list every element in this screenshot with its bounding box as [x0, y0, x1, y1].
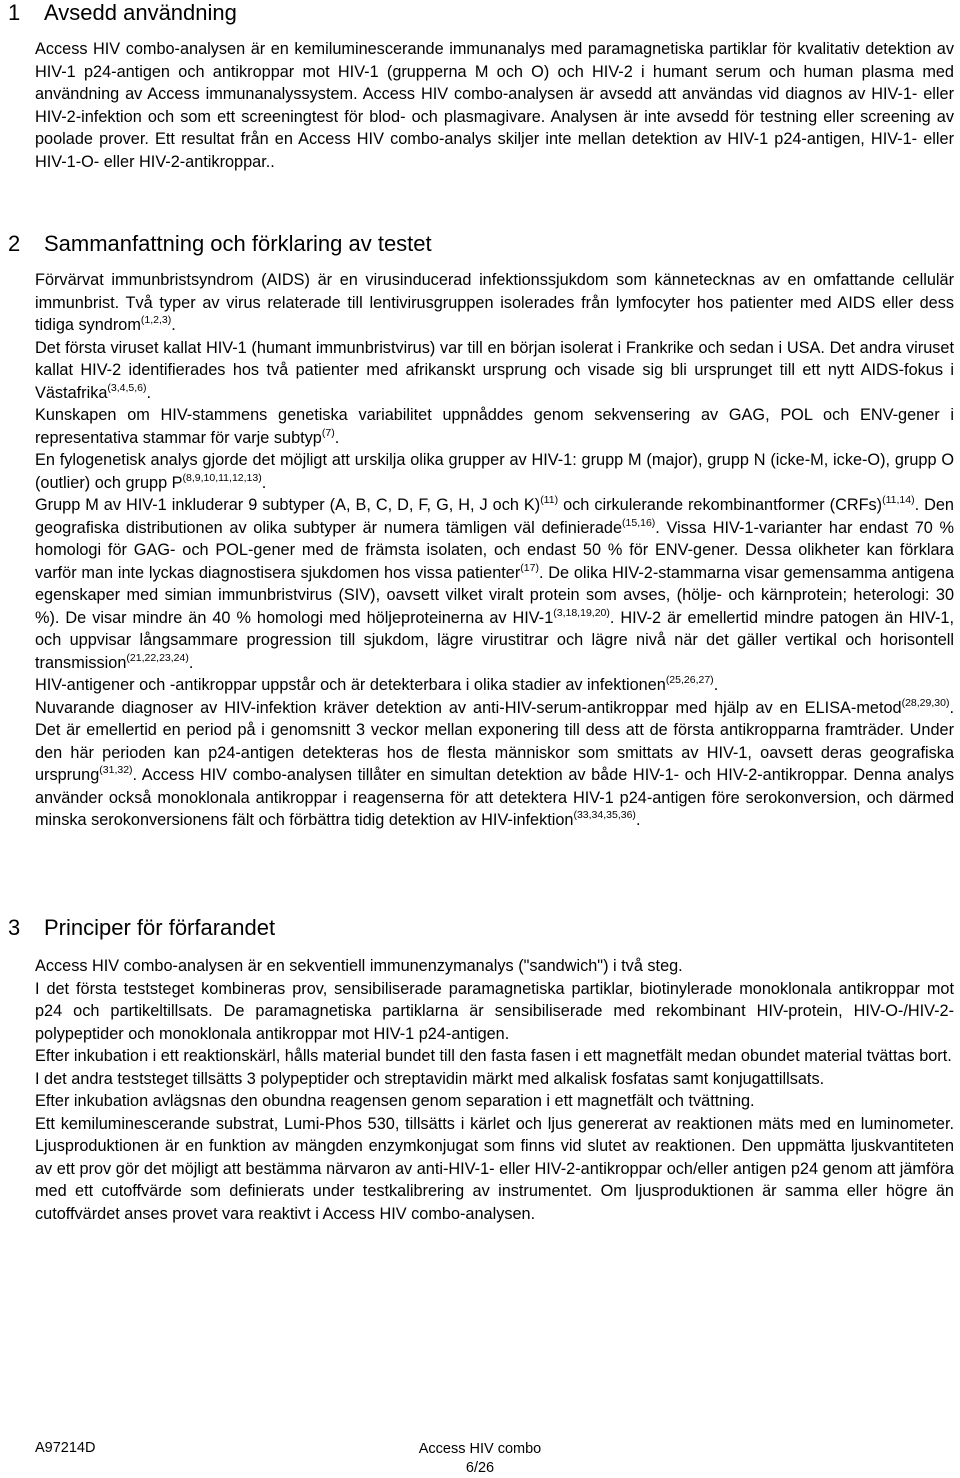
- section-3-paragraph-2: I det första teststeget kombineras prov, sensibiliserade paramagnetiska partiklar, biotinylerade monoklonala antikroppar mot p24 och partikeltillsats. De paramagnetiska partiklarna är sensibiliserade med rekombinant HIV-protein, HIV-O-/HIV-2-polypeptider och monoklonala antikroppar mot HIV-1 p24-antigen.: [35, 979, 954, 1043]
- section-2-heading: [8, 231, 432, 257]
- section-2-paragraph-4: En fylogenetisk analys gjorde det möjligt att urskilja olika grupper av HIV-1: grupp M (major), grupp N (icke-M, icke-O), grupp O (outlier) och grupp P$^{(8,9,10,11,12,13)}$.: [35, 451, 954, 492]
- section-1-title: Avsedd användning: [44, 0, 237, 25]
- section-3-heading: [8, 915, 275, 941]
- page-number: 6/26: [465, 1460, 495, 1476]
- section-2-paragraph-6: HIV-antigener och -antikroppar uppstår och är detekterbara i olika stadier av infektionen$^{(25,26,27)}$.: [35, 674, 719, 694]
- section-3-paragraph-1: Access HIV combo-analysen är en sekventiell immunenzymanalys ("sandwich") i två steg.: [35, 957, 683, 975]
- section-2-paragraph-5: Grupp M av HIV-1 inkluderar 9 subtyper (A, B, C, D, F, G, H, J och K)$^{(11)}$ och cirkulerande rekombinantformer (CRFs)$^{(11,14)}$. Den geografiska distributionen av olika subtyper är numera tämligen väl definierade$^{(15,16)}$. Vissa HIV-1-varianter har endast 70 % homologi för GAG- och POL-gener med de främsta isolaten, och endast 50 % för ENV-gener. Dessa olikheter kan förklara varför man inte lyckas diagnostisera sjukdomen hos vissa patienter$^{(17)}$. De olika HIV-2-stammarna visar gemensamma antigena egenskaper med simian immunbristvirus (SIV), oavsett vilket viralt protein som avses, (hölje- och kärnprotein; heterologi: 30 %). De visar mindre än 40 % homologi med höljeproteinerna av HIV-1$^{(3,18,19,20)}$. HIV-2 är emellertid mindre patogen än HIV-1, och uppvisar långsammare progression till sjukdom, lägre virustitrar och lägre nivå när det gäller vertikal och horisontell transmission$^{(21,22,23,24)}$.: [35, 494, 955, 672]
- section-3-number: 3: [8, 915, 21, 940]
- section-1-number: 1: [8, 0, 21, 25]
- section-3-paragraph-5: Efter inkubation avlägsnas den obundna reagensen genom separation i ett magnetfält och tvättning.: [35, 1092, 755, 1110]
- section-3-paragraph-6: Ett kemiluminescerande substrat, Lumi-Phos 530, tillsätts i kärlet och ljus genererat av reaktionen mäts med en luminometer. Ljusproduktionen är en funktion av mängden enzymkonjugat som finns vid slutet av reaktionen. Den uppmätta ljuskvantiteten av ett prov gör det möjligt att bestämma närvaron av anti-HIV-1- eller HIV-2-antikroppar och/eller antigen p24 genom att jämföra med ett cutoffvärde som definierats under testkalibrering av instrumentet. Om ljusproduktionen är samma eller högre än cutoffvärdet anses provet vara reaktivt i Access HIV combo-analysen.: [35, 1114, 954, 1223]
- section-2-title: Sammanfattning och förklaring av testet: [44, 231, 432, 256]
- section-2-paragraph-1: Förvärvat immunbristsyndrom (AIDS) är en virusinducerad infektionssjukdom som kännetecknas av en omfattande cellulär immunbrist. Två typer av virus relaterade till lentivirusgruppen isolerades från lymfocyter hos patienter med AIDS eller dess tidiga syndrom$^{(1,2,3)}$.: [35, 271, 954, 334]
- section-2-paragraph-7: Nuvarande diagnoser av HIV-infektion kräver detektion av anti-HIV-serum-antikroppar med hjälp av en ELISA-metod$^{(28,29,30)}$. Det är emellertid en period på i genomsnitt 3 veckor mellan exponering till dess att de första antikropparna framträder. Under den här perioden kan p24-antigen detekteras hos de flesta människor som smittats av HIV-1, oavsett deras geografiska ursprung$^{(31,32)}$. Access HIV combo-analysen tillåter en simultan detektion av både HIV-1- och HIV-2-antikroppar. Denna analys använder också monoklonala antikroppar i reagenserna för att detektera HIV-1 p24-antigen före serokonversion, och därmed minska serokonversionens fält och förbättra tidig detektion av HIV-infektion$^{(33,34,35,36)}$.: [35, 696, 954, 829]
- section-2-number: 2: [8, 231, 21, 256]
- section-2-body: [35, 269, 954, 832]
- product-name: Access HIV combo: [418, 1441, 542, 1457]
- footer-center: [0, 1440, 960, 1478]
- section-1-paragraph: Access HIV combo-analysen är en kemiluminescerande immunanalys med paramagnetiska partiklar för kvalitativ detektion av HIV-1 p24-antigen och antikroppar mot HIV-1 (grupperna M och O) och HIV-2 i humant serum och human plasma med användning av Access immunanalyssystem. Access HIV combo-analysen är avsedd att användas vid diagnos av HIV-1- eller HIV-2-infektion och som ett screeningtest för blod- och plasmagivare. Analysen är inte avsedd för testning eller screening av poolade prover. Ett resultat från en Access HIV combo-analys skiljer inte mellan detektion av HIV-1 p24-antigen, HIV-1- eller HIV-1-O- eller HIV-2-antikroppar..: [35, 40, 954, 171]
- section-3-title: Principer för förfarandet: [44, 915, 276, 940]
- section-2-paragraph-2: Det första viruset kallat HIV-1 (humant immunbristvirus) var till en början isolerat i Frankrike och sedan i USA. Det andra viruset kallat HIV-2 identifierades hos två patienter med afrikanskt ursprung och visade sig bli ursprunget till ett nytt AIDS-fokus i Västafrika$^{(3,4,5,6)}$.: [35, 338, 954, 402]
- section-3-body: [35, 955, 954, 1225]
- section-3-paragraph-4: I det andra teststeget tillsätts 3 polypeptider och streptavidin märkt med alkalisk fosfatas samt konjugattillsats.: [35, 1069, 825, 1088]
- section-1-heading: [8, 0, 237, 26]
- document-code: A97214D: [35, 1440, 96, 1456]
- section-3-paragraph-3: Efter inkubation i ett reaktionskärl, hålls material bundet till den fasta fasen i ett magnetfält medan obundet material tvättas bort.: [35, 1047, 952, 1065]
- section-2-paragraph-3: Kunskapen om HIV-stammens genetiska variabilitet uppnåddes genom sekvensering av GAG, POL och ENV-gener i representativa stammar för varje subtyp$^{(7)}$.: [35, 406, 954, 447]
- section-1-body: [35, 38, 954, 173]
